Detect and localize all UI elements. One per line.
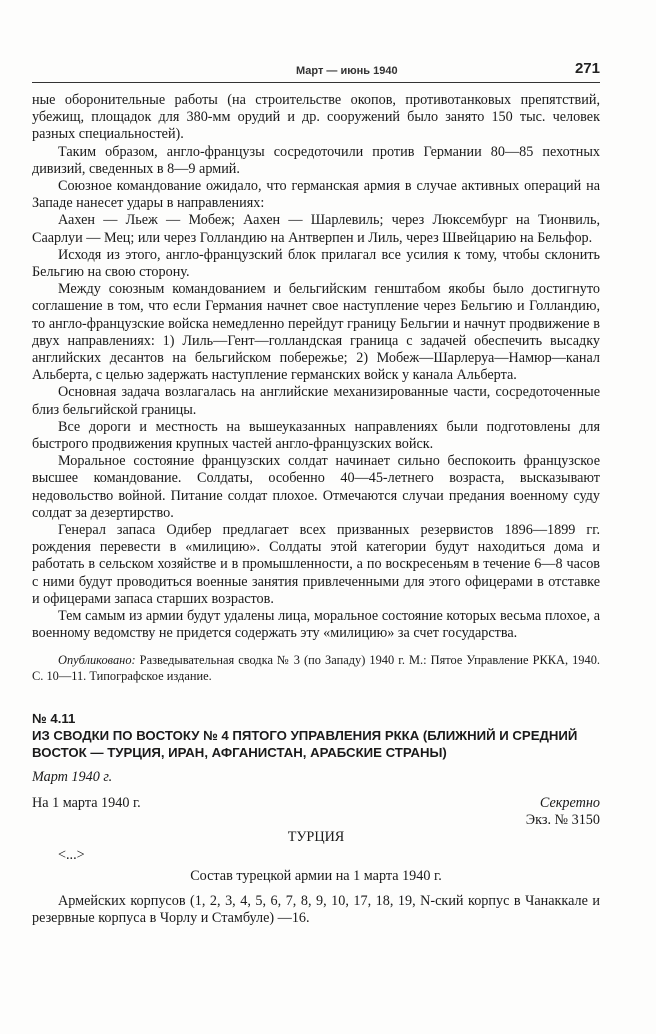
paragraph: Все дороги и местность на вышеуказанных направлениях были подготовлены для быстрого продвижения крупных частей англо-французских войск.: [32, 418, 600, 453]
as-of-date: На 1 марта 1940 г.: [32, 794, 141, 811]
paragraph: Моральное состояние французских солдат начинает сильно беспокоить французское высшее командование. Солдаты, особенно 40—45-летнего возраста, высказывают недовольство войной. Питание солдат плохое. Отмечаются случаи предания военному суду солдат за дезертирство.: [32, 453, 600, 521]
paragraph: Основная задача возлагалась на английские механизированные части, сосредоточенные близ бельгийской границы.: [32, 384, 600, 418]
paragraph: Генерал запаса Одибер предлагает всех призванных резервистов 1896—1899 гг. рождения перевести в «милицию». Солдаты этой категории будут находиться дома и работать в сельском хозяйстве и в промышленности, а по воскресеньям в течение 6—8 часов с ними будут проводиться военные занятия привлеченными для этого офицерами в отставке и офицерами запаса старших возрастов.: [32, 522, 600, 607]
omission-mark: <...>: [58, 847, 85, 864]
paragraph: Таким образом, англо-французы сосредоточили против Германии 80—85 пехотных дивизий, сведенных в 8—9 армий.: [32, 143, 600, 177]
paragraph: Исходя из этого, англо-французский блок прилагал все усилия к тому, чтобы склонить Бельгию на свою сторону.: [32, 246, 600, 281]
running-title: Март — июнь 1940: [296, 65, 398, 77]
publication-note: [32, 652, 600, 684]
document-date: Март 1940 г.: [32, 768, 113, 785]
page-header: [32, 62, 600, 83]
country-heading: ТУРЦИЯ: [287, 829, 345, 846]
document-number: № 4.11: [32, 710, 76, 726]
publication-source: Разведывательная сводка № 3 (по Западу) 1940 г. М.: Пятое Управление РККА, 1940. С. 10—11. Типографское издание.: [32, 652, 600, 683]
page-body: [32, 92, 600, 927]
page-number: 271: [574, 60, 600, 77]
section-title: Состав турецкой армии на 1 марта 1940 г.: [190, 867, 442, 884]
secrecy-stamp: Секретно: [539, 794, 600, 811]
copy-number: Экз. № 3150: [525, 811, 600, 828]
publication-label: Опубликовано:: [58, 652, 136, 667]
document-title: ИЗ СВОДКИ ПО ВОСТОКУ № 4 ПЯТОГО УПРАВЛЕНИЯ РККА (БЛИЖНИЙ И СРЕДНИЙ ВОСТОК — ТУРЦИЯ, ИРАН, АФГАНИСТАН, АРАБСКИЕ СТРАНЫ): [32, 727, 578, 760]
paragraph: Между союзным командованием и бельгийским генштабом якобы было достигнуто соглашение в том, что если Германия начнет свое наступление через Бельгию и Голландию, то англо-французские войска немедленно перейдут границу Бельгии и начнут продвижение в двух направлениях: 1) Лиль—Гент—голландская граница с задачей обеспечить высадку английских десантов на бельгийском побережье; 2) Мобеж—Шарлеруа—Намюр—канал Альберта, с целью задержать наступление германских войск у канала Альберта.: [32, 281, 600, 384]
paragraph: ные оборонительные работы (на строительстве окопов, противотанковых препятствий, убежищ, площадок для 380-мм орудий и др. сооружений было занято 150 тыс. человек разных специальностей).: [32, 92, 600, 143]
paragraph: Тем самым из армии будут удалены лица, моральное состояние которых весьма плохое, а военному ведомству не придется содержать эту «милицию» за счет государства.: [32, 608, 600, 642]
paragraph: Армейских корпусов (1, 2, 3, 4, 5, 6, 7, 8, 9, 10, 17, 18, 19, N-ский корпус в Чанаккале и резервные корпуса в Чорлу и Стамбуле) —16.: [32, 892, 600, 926]
document-meta-row: [32, 795, 600, 812]
paragraph: Аахен — Льеж — Мобеж; Аахен — Шарлевиль; через Люксембург на Тионвиль, Саарлуи — Мец; или через Голландию на Антверпен и Лиль, через Швейцарию на Бельфор.: [32, 212, 600, 246]
paragraph: Союзное командование ожидало, что германская армия в случае активных операций на Западе нанесет удары в направлениях:: [32, 178, 600, 212]
